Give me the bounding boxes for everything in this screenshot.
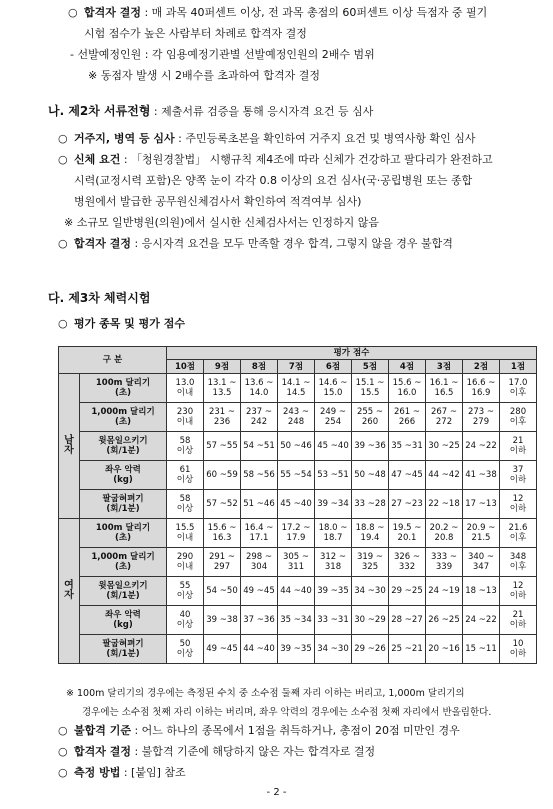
score-cell: 267 ~ 272 — [426, 403, 463, 432]
score-cell: 18.0 ~ 18.7 — [315, 519, 352, 548]
score-cell: 249 ~ 254 — [315, 403, 352, 432]
residence-text: : 주민등록초본을 확인하여 거주지 요건 및 병역사항 확인 심사 — [174, 132, 476, 145]
body-req-text-2: 시력(교정시력 포함)은 양쪽 눈이 각각 0.8 이상의 요건 심사(국·공립병원 또는 종합 — [74, 174, 473, 187]
score-cell: 30 ~25 — [426, 432, 463, 461]
score-cell: 37 이하 — [500, 461, 537, 490]
score-cell: 15.6 ~ 16.0 — [389, 374, 426, 403]
header-group-cell: 구 분 — [59, 347, 167, 374]
score-cell: 20.2 ~ 20.8 — [426, 519, 463, 548]
table-row — [59, 432, 537, 461]
points-header-cell: 4점 — [389, 360, 426, 374]
pass-decision-3-label: 합격자 결정 — [74, 745, 131, 758]
event-name-cell: 1,000m 달리기 (초) — [80, 403, 167, 432]
score-cell: 58 ~56 — [241, 461, 278, 490]
bullet-circle-icon: ○ — [58, 724, 68, 737]
section-na — [48, 104, 373, 119]
table-row — [59, 606, 537, 635]
score-cell: 291 ~ 297 — [204, 548, 241, 577]
body-req-label: 신체 요건 — [74, 153, 121, 166]
event-name-cell: 윗몸일으키기 (회/1분) — [80, 432, 167, 461]
score-cell: 15.5 이내 — [167, 519, 204, 548]
score-cell: 17 ~13 — [463, 490, 500, 519]
pass-decision-2-text: : 응시자격 요건을 모두 만족할 경우 합격, 그렇지 않을 경우 불합격 — [130, 237, 453, 250]
score-cell: 15.1 ~ 15.5 — [352, 374, 389, 403]
score-cell: 340 ~ 347 — [463, 548, 500, 577]
table-row — [59, 548, 537, 577]
score-cell: 49 ~45 — [241, 577, 278, 606]
score-cell: 16.6 ~ 16.9 — [463, 374, 500, 403]
score-cell: 17.0 이후 — [500, 374, 537, 403]
score-cell: 24 ~22 — [463, 606, 500, 635]
section-na-title: 나. 제2차 서류전형 — [48, 104, 151, 118]
score-cell: 326 ~ 332 — [389, 548, 426, 577]
points-header-cell: 5점 — [352, 360, 389, 374]
score-cell: 14.1 ~ 14.5 — [278, 374, 315, 403]
score-cell: 19.5 ~ 20.1 — [389, 519, 426, 548]
score-table — [58, 346, 537, 664]
points-header-cell: 8점 — [241, 360, 278, 374]
event-name-cell: 1,000m 달리기 (초) — [80, 548, 167, 577]
score-cell: 12 이하 — [500, 490, 537, 519]
measure-label: 측정 방법 — [74, 766, 121, 779]
score-cell: 60 ~59 — [204, 461, 241, 490]
body-req-line — [58, 153, 493, 167]
selection-line: - 선발예정인원 : 각 임용예정기관별 선발예정인원의 2배수 범위 — [70, 48, 375, 61]
score-cell: 237 ~ 242 — [241, 403, 278, 432]
score-cell: 55 ~54 — [278, 461, 315, 490]
score-cell: 29 ~25 — [389, 577, 426, 606]
score-cell: 16.4 ~ 17.1 — [241, 519, 278, 548]
table-row — [59, 461, 537, 490]
score-cell: 44 ~40 — [241, 635, 278, 664]
score-cell: 12 이하 — [500, 577, 537, 606]
clinic-note: ※ 소규모 일반병원(의원)에서 실시한 신체검사서는 인정하지 않음 — [64, 216, 380, 229]
pass-decision-text-2: 시험 점수가 높은 사람부터 차례로 합격자 결정 — [84, 27, 307, 40]
pass-decision-line — [68, 6, 487, 20]
table-row — [59, 403, 537, 432]
table-row — [59, 490, 537, 519]
bullet-circle-icon: ○ — [58, 745, 68, 758]
score-table-body — [59, 374, 537, 664]
score-cell: 14.6 ~ 15.0 — [315, 374, 352, 403]
score-cell: 50 ~46 — [278, 432, 315, 461]
score-cell: 261 ~ 266 — [389, 403, 426, 432]
score-cell: 35 ~34 — [278, 606, 315, 635]
score-cell: 54 ~50 — [204, 577, 241, 606]
rounding-note: ※ 100m 달리기의 경우에는 측정된 수치 중 소수점 둘째 자리 이하는 버리고, 1,000m 달리기의 — [66, 688, 465, 699]
points-header-cell: 1점 — [500, 360, 537, 374]
score-cell: 33 ~31 — [315, 606, 352, 635]
score-cell: 44 ~40 — [278, 577, 315, 606]
points-header-cell: 9점 — [204, 360, 241, 374]
score-cell: 61 이상 — [167, 461, 204, 490]
score-cell: 21.6 이후 — [500, 519, 537, 548]
measure-text: : [붙임] 참조 — [120, 766, 186, 779]
score-cell: 26 ~25 — [426, 606, 463, 635]
event-name-cell: 윗몸일으키기 (회/1분) — [80, 577, 167, 606]
score-cell: 348 이후 — [500, 548, 537, 577]
eval-heading-line — [58, 317, 185, 331]
points-header-cell: 6점 — [315, 360, 352, 374]
score-cell: 34 ~30 — [315, 635, 352, 664]
score-cell: 255 ~ 260 — [352, 403, 389, 432]
score-cell: 35 ~31 — [389, 432, 426, 461]
score-cell: 39 ~36 — [352, 432, 389, 461]
score-cell: 280 이후 — [500, 403, 537, 432]
score-cell: 333 ~ 339 — [426, 548, 463, 577]
score-cell: 21 이하 — [500, 606, 537, 635]
score-cell: 57 ~55 — [204, 432, 241, 461]
table-row — [59, 374, 537, 403]
table-row — [59, 519, 537, 548]
event-name-cell: 좌우 악력 (kg) — [80, 606, 167, 635]
score-cell: 21 이하 — [500, 432, 537, 461]
event-name-cell: 팔굽혀펴기 (회/1분) — [80, 490, 167, 519]
score-cell: 13.1 ~ 13.5 — [204, 374, 241, 403]
score-cell: 54 ~51 — [241, 432, 278, 461]
measure-line — [58, 766, 186, 780]
bullet-circle-icon: ○ — [58, 132, 68, 145]
pass-decision-2-line — [58, 237, 453, 251]
group-label-cell: 여 자 — [59, 519, 80, 664]
score-cell: 13.0 이내 — [167, 374, 204, 403]
event-name-cell: 팔굽혀펴기 (회/1분) — [80, 635, 167, 664]
group-label-cell: 남 자 — [59, 374, 80, 519]
score-cell: 39 ~35 — [278, 635, 315, 664]
event-name-cell: 100m 달리기 (초) — [80, 519, 167, 548]
score-cell: 57 ~52 — [204, 490, 241, 519]
score-cell: 45 ~40 — [315, 432, 352, 461]
score-cell: 25 ~21 — [389, 635, 426, 664]
score-cell: 55 이상 — [167, 577, 204, 606]
score-cell: 30 ~29 — [352, 606, 389, 635]
body-req-text-3: 병원에서 발급한 공무원신체검사서 확인하여 적격여부 심사) — [74, 195, 362, 208]
pass-decision-label: 합격자 결정 — [84, 6, 141, 19]
score-cell: 16.1 ~ 16.5 — [426, 374, 463, 403]
score-cell: 15.6 ~ 16.3 — [204, 519, 241, 548]
eval-heading: 평가 종목 및 평가 점수 — [74, 317, 185, 330]
points-header-cell: 2점 — [463, 360, 500, 374]
score-cell: 290 이내 — [167, 548, 204, 577]
rounding-note-2: 경우에는 소수점 첫째 자리 이하는 버리며, 좌우 악력의 경우에는 소수점 첫째 자리에서 반올림한다. — [82, 707, 492, 718]
score-cell: 45 ~40 — [278, 490, 315, 519]
score-cell: 22 ~18 — [426, 490, 463, 519]
score-cell: 39 ~34 — [315, 490, 352, 519]
points-header-cell: 3점 — [426, 360, 463, 374]
score-cell: 28 ~27 — [389, 606, 426, 635]
tie-note: ※ 동점자 발생 시 2배수를 초과하여 합격자 결정 — [88, 69, 320, 82]
pass-decision-3-text: : 불합격 기준에 해당하지 않은 자는 합격자로 결정 — [130, 745, 376, 758]
residence-label: 거주지, 병역 등 심사 — [74, 132, 175, 145]
score-cell: 39 ~35 — [315, 577, 352, 606]
score-cell: 10 이하 — [500, 635, 537, 664]
score-cell: 15 ~11 — [463, 635, 500, 664]
bullet-circle-icon: ○ — [68, 6, 78, 19]
event-name-cell: 좌우 악력 (kg) — [80, 461, 167, 490]
score-cell: 273 ~ 279 — [463, 403, 500, 432]
score-cell: 39 ~38 — [204, 606, 241, 635]
section-da-title: 다. 제3차 체력시험 — [48, 291, 151, 305]
event-name-cell: 100m 달리기 (초) — [80, 374, 167, 403]
score-cell: 47 ~45 — [389, 461, 426, 490]
score-cell: 33 ~28 — [352, 490, 389, 519]
score-cell: 298 ~ 304 — [241, 548, 278, 577]
fail-criteria-line — [58, 724, 460, 738]
residence-line — [58, 132, 476, 146]
score-cell: 17.2 ~ 17.9 — [278, 519, 315, 548]
fail-criteria-text: : 어느 하나의 종목에서 1점을 취득하거나, 총점이 20점 미만인 경우 — [130, 724, 460, 737]
page-number: - 2 - — [266, 787, 287, 798]
score-cell: 58 이상 — [167, 432, 204, 461]
score-cell: 20.9 ~ 21.5 — [463, 519, 500, 548]
score-cell: 41 ~38 — [463, 461, 500, 490]
fail-criteria-label: 불합격 기준 — [74, 724, 131, 737]
score-cell: 58 이상 — [167, 490, 204, 519]
score-cell: 18.8 ~ 19.4 — [352, 519, 389, 548]
points-header-cell: 10점 — [167, 360, 204, 374]
bullet-circle-icon: ○ — [58, 766, 68, 779]
score-cell: 37 ~36 — [241, 606, 278, 635]
score-cell: 34 ~30 — [352, 577, 389, 606]
score-cell: 44 ~42 — [426, 461, 463, 490]
score-cell: 305 ~ 311 — [278, 548, 315, 577]
table-row — [59, 635, 537, 664]
score-cell: 51 ~46 — [241, 490, 278, 519]
body-req-text: : 「청원경찰법」 시행규칙 제4조에 따라 신체가 건강하고 팔다리가 완전하고 — [120, 153, 493, 166]
section-na-desc: : 제출서류 검증을 통해 응시자격 요건 등 심사 — [150, 105, 374, 118]
score-cell: 24 ~19 — [426, 577, 463, 606]
score-cell: 24 ~22 — [463, 432, 500, 461]
score-cell: 312 ~ 318 — [315, 548, 352, 577]
score-cell: 27 ~23 — [389, 490, 426, 519]
score-cell: 13.6 ~ 14.0 — [241, 374, 278, 403]
points-header-cell: 7점 — [278, 360, 315, 374]
score-cell: 53 ~51 — [315, 461, 352, 490]
score-cell: 18 ~13 — [463, 577, 500, 606]
bullet-circle-icon: ○ — [58, 153, 68, 166]
pass-decision-text: : 매 과목 40퍼센트 이상, 전 과목 총점의 60퍼센트 이상 득점자 중 필기 — [140, 6, 488, 19]
score-cell: 49 ~45 — [204, 635, 241, 664]
score-cell: 319 ~ 325 — [352, 548, 389, 577]
score-cell: 50 ~48 — [352, 461, 389, 490]
bullet-circle-icon: ○ — [58, 237, 68, 250]
score-cell: 40 이상 — [167, 606, 204, 635]
score-cell: 231 ~ 236 — [204, 403, 241, 432]
table-row — [59, 577, 537, 606]
header-score-cell: 평가 점수 — [167, 347, 537, 360]
score-cell: 29 ~26 — [352, 635, 389, 664]
score-cell: 243 ~ 248 — [278, 403, 315, 432]
pass-decision-3-line — [58, 745, 375, 759]
score-cell: 230 이내 — [167, 403, 204, 432]
bullet-circle-icon: ○ — [58, 317, 68, 330]
pass-decision-2-label: 합격자 결정 — [74, 237, 131, 250]
score-cell: 20 ~16 — [426, 635, 463, 664]
score-cell: 50 이상 — [167, 635, 204, 664]
